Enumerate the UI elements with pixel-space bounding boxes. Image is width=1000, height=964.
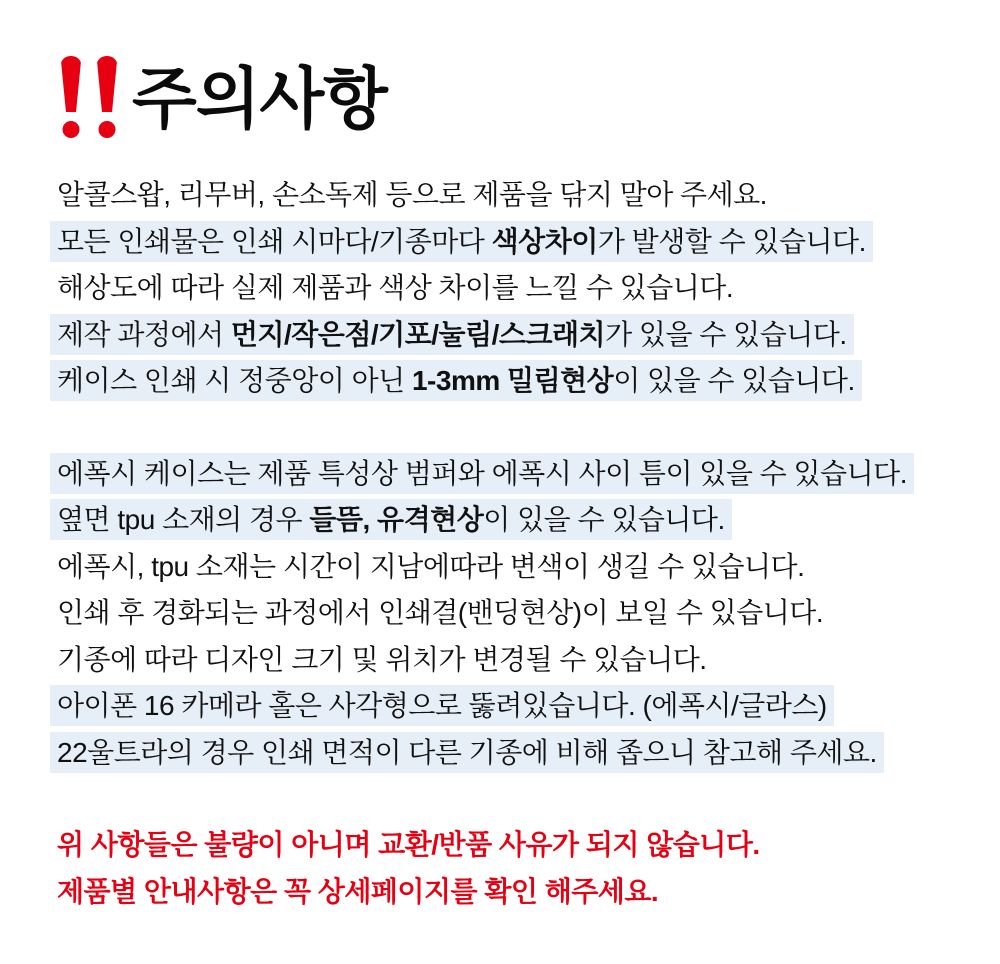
notice-text-segment: 색상차이 [491,225,598,257]
notice-text-segment: 에폭시, tpu 소재는 시간이 지남에따라 변색이 생길 수 있습니다. [57,550,805,582]
highlighted-text [50,453,914,494]
notice-text-segment: 들뜸, 유격현상 [309,504,484,535]
notice-text-segment: 알콜스왑, 리무버, 손소독제 등으로 제품을 닦지 말아 주세요. [57,179,767,210]
notice-text-segment: 옆면 tpu 소재의 경우 [57,504,310,535]
notice-line [50,869,970,916]
notice-text-segment: 에폭시 케이스는 제품 특성상 범퍼와 에폭시 사이 틈이 있을 수 있습니다. [57,457,907,489]
highlighted-text [50,360,862,401]
notice-text-segment: 제품별 안내사항은 꼭 상세페이지를 확인 해주세요. [57,875,659,907]
notice-text-segment: 먼지/작은점/기포/눌림/스크래치 [230,318,606,350]
plain-text [50,551,811,582]
notice-text-segment: 케이스 인쇄 시 정중앙이 아닌 [57,365,412,396]
notice-text-segment: 인쇄 후 경화되는 과정에서 인쇄결(밴딩현상)이 보일 수 있습니다. [57,597,824,628]
notice-line [50,683,970,730]
exclamation-mark-icon [60,56,82,140]
highlighted-text [50,499,732,540]
notice-group [50,451,970,777]
notice-text-segment: 이 있을 수 있습니다. [613,365,855,396]
notice-list [50,172,970,915]
notice-text-segment: 이 있을 수 있습니다. [483,504,725,535]
notice-line [50,451,970,498]
notice-text-segment: 가 발생할 수 있습니다. [597,225,866,257]
notice-line [50,730,970,777]
plain-text [50,272,740,303]
notice-line [50,637,970,684]
notice-text-segment: 제작 과정에서 [57,318,231,350]
notice-text-segment: 모든 인쇄물은 인쇄 시마다/기종마다 [57,225,492,257]
highlighted-text [50,685,834,726]
notice-line [50,312,970,359]
highlighted-text [50,221,873,262]
notice-group [50,172,970,405]
notice-text-segment: 1-3mm 밀림현상 [411,365,614,396]
page-title-text: 주의사항 [132,62,387,138]
notice-line [50,497,970,544]
plain-text [50,179,774,210]
plain-text [50,597,830,628]
plain-text [50,876,665,907]
notice-line [50,544,970,591]
notice-line [50,265,970,312]
notice-line [50,219,970,266]
notice-text-segment: 가 있을 수 있습니다. [605,318,847,350]
notice-text-segment: 기종에 따라 디자인 크기 및 위치가 변경될 수 있습니다. [57,643,707,675]
notice-text-segment: 해상도에 따라 실제 제품과 색상 차이를 느낄 수 있습니다. [57,272,734,303]
page-title [60,50,970,142]
notice-group [50,822,970,915]
highlighted-text [50,732,884,773]
double-exclamation-icon [60,56,118,142]
plain-text [50,829,767,860]
plain-text [50,644,714,675]
notice-line [50,822,970,869]
notice-line [50,358,970,405]
exclamation-mark-icon [96,56,118,140]
notice-line [50,590,970,637]
notice-line [50,172,970,219]
notice-text-segment: 아이폰 16 카메라 홀은 사각형으로 뚫려있습니다. (에폭시/글라스) [57,690,827,721]
highlighted-text [50,314,854,355]
notice-text-segment: 22울트라의 경우 인쇄 면적이 다른 기종에 비해 좁으니 참고해 주세요. [57,736,877,768]
notice-text-segment: 위 사항들은 불량이 아니며 교환/반품 사유가 되지 않습니다. [57,829,760,860]
